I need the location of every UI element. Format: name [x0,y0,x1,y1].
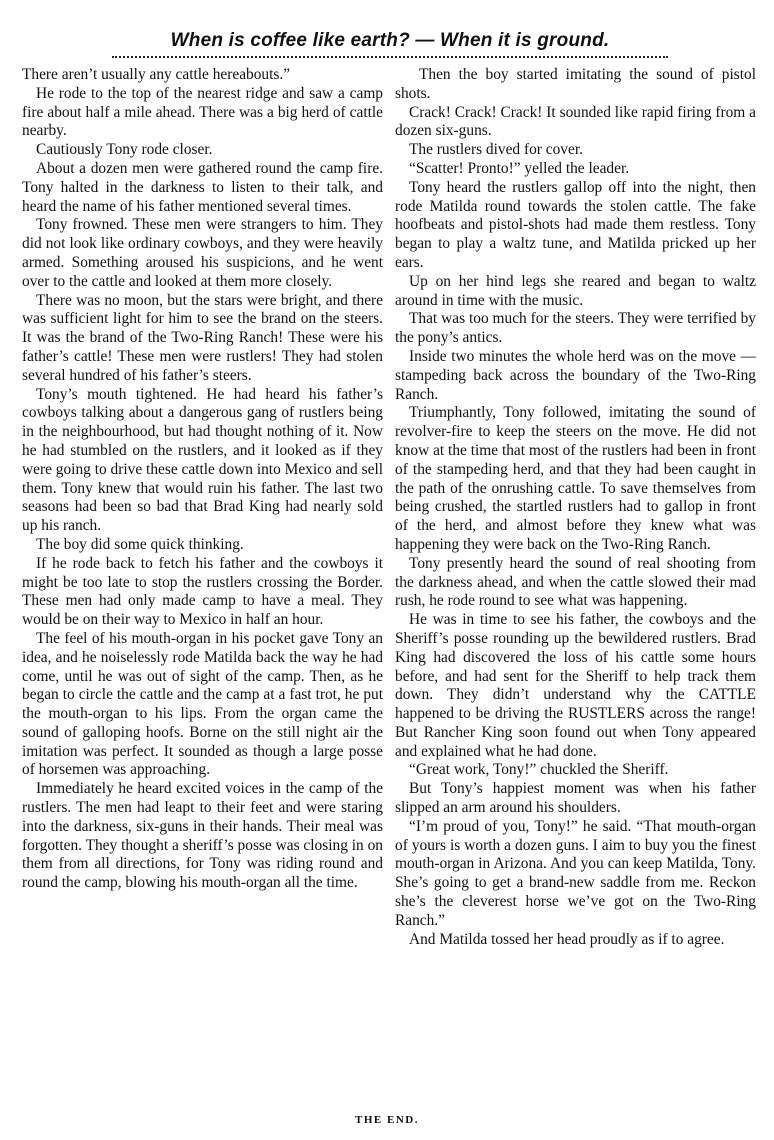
paragraph: Tony heard the rustlers gallop off into the night, then rode Matilda round towards the stolen cattle. The fake hoofbeats and pistol-shots had made them restless. Tony began to play a waltz tune, and Matilda pricked up her ears. [395,178,756,271]
paragraph: If he rode back to fetch his father and the cowboys it might be too late to stop the rustlers crossing the Border. These men had only made camp to have a meal. They would be on their way to Mexico in half an hour. [22,554,383,629]
paragraph: Crack! Crack! Crack! It sounded like rapid firing from a dozen six-guns. [395,103,756,140]
paragraph: That was too much for the steers. They were terrified by the pony’s antics. [395,310,756,347]
paragraph: There aren’t usually any cattle hereabouts.” [22,66,291,83]
paragraph: The feel of his mouth-organ in his pocket gave Tony an idea, and he noiselessly rode Matilda back the way he had come, until he was out of sight of the camp. Then, as he began to circle the cattle and the camp at a fast trot, he put the mouth-organ to his lips. From the organ came the sound of galloping hoofs. Borne on the still night air the imitation was perfect. It sounded as though a large posse of horsemen was approaching. [22,629,383,779]
the-end-label: THE END. [355,1114,419,1126]
header-dotted-rule [112,56,668,61]
paragraph: Triumphantly, Tony followed, imitating the sound of revolver-fire to keep the steers on the move. He did not know at the time that most of the rustlers had been in front of the stampeding herd, and that they had been caught in the path of the onrushing cattle. To save themselves from being crushed, the startled rustlers had to gallop in front of the herd, and almost before they knew what was happening they were back on the Two-Ring Ranch. [395,404,756,553]
paragraph: Cautiously Tony rode closer. [36,141,213,159]
paragraph: He was in time to see his father, the cowboys and the Sheriff’s posse rounding up the bewildered rustlers. Brad King had discovered the loss of his cattle some hours before, and had sent for the Sheriff to help track them down. They didn’t understand why the CATTLE happened to be driving the RUSTLERS across the range! But Rancher King soon found out when Tony appeared and explained what he had done. [395,611,756,760]
paragraph: About a dozen men were gathered round the camp fire. Tony halted in the darkness to listen to their talk, and heard the name of his father mentioned several times. [22,159,383,215]
page-header-joke: When is coffee like earth? — When it is ground. [170,30,610,51]
paragraph: Inside two minutes the whole herd was on the move — stampeding back across the boundary of the Two-Ring Ranch. [395,347,756,403]
left-text-column [22,66,383,893]
paragraph: Immediately he heard excited voices in the camp of the rustlers. The men had leapt to their feet and were staring into the darkness, six-guns in their hands. Their meal was forgotten. They thought a sheriff’s posse was closing in on them from all directions, for Tony was riding round and round the camp, blowing his mouth-organ all the time. [22,780,383,892]
paragraph: Up on her hind legs she reared and began to waltz around in time with the music. [395,272,756,309]
paragraph: There was no moon, but the stars were bright, and there was sufficient light for him to see the brand on the steers. It was the brand of the Two-Ring Ranch! These were his father’s cattle! These men were rustlers! They had stolen several hundred of his father’s steers. [22,291,383,384]
paragraph: “Great work, Tony!” chuckled the Sheriff. [409,761,669,779]
paragraph: “I’m proud of you, Tony!” he said. “That mouth-organ of yours is worth a dozen guns. I aim to buy you the finest mouth-organ in Arizona. And you can keep Matilda, Tony. She’s going to get a brand-new saddle from me. Reckon she’s the cleverest horse we’ve got on the Two-Ring Ranch.” [395,817,756,929]
paragraph: Tony’s mouth tightened. He had heard his father’s cowboys talking about a dangerous gang of rustlers being in the neighbourhood, but had thought nothing of it. Now he had stumbled on the rustlers, and it looked as if they were going to drive these cattle down into Mexico and sell them. Tony knew that would ruin his father. The last two seasons had been so bad that Brad King had nearly sold up his ranch. [22,385,383,535]
paragraph: Tony presently heard the sound of real shooting from the darkness ahead, and when the cattle slowed their mad rush, he rode round to see what was happening. [395,554,756,610]
paragraph: Tony frowned. These men were strangers to him. They did not look like ordinary cowboys, and they were heavily armed. Something aroused his suspicions, and he went over to the cattle and looked at them more closely. [22,216,383,290]
paragraph: He rode to the top of the nearest ridge and saw a camp fire about half a mile ahead. There was a big herd of cattle nearby. [22,84,383,140]
paragraph: And Matilda tossed her head proudly as if to agree. [409,930,725,948]
paragraph: The boy did some quick thinking. [36,535,244,553]
right-text-column [395,66,756,949]
paragraph: The rustlers dived for cover. [409,141,583,159]
paragraph: Then the boy started imitating the sound of pistol shots. [395,66,756,102]
paragraph: But Tony’s happiest moment was when his father slipped an arm around his shoulders. [395,780,756,817]
paragraph: “Scatter! Pronto!” yelled the leader. [409,159,630,177]
